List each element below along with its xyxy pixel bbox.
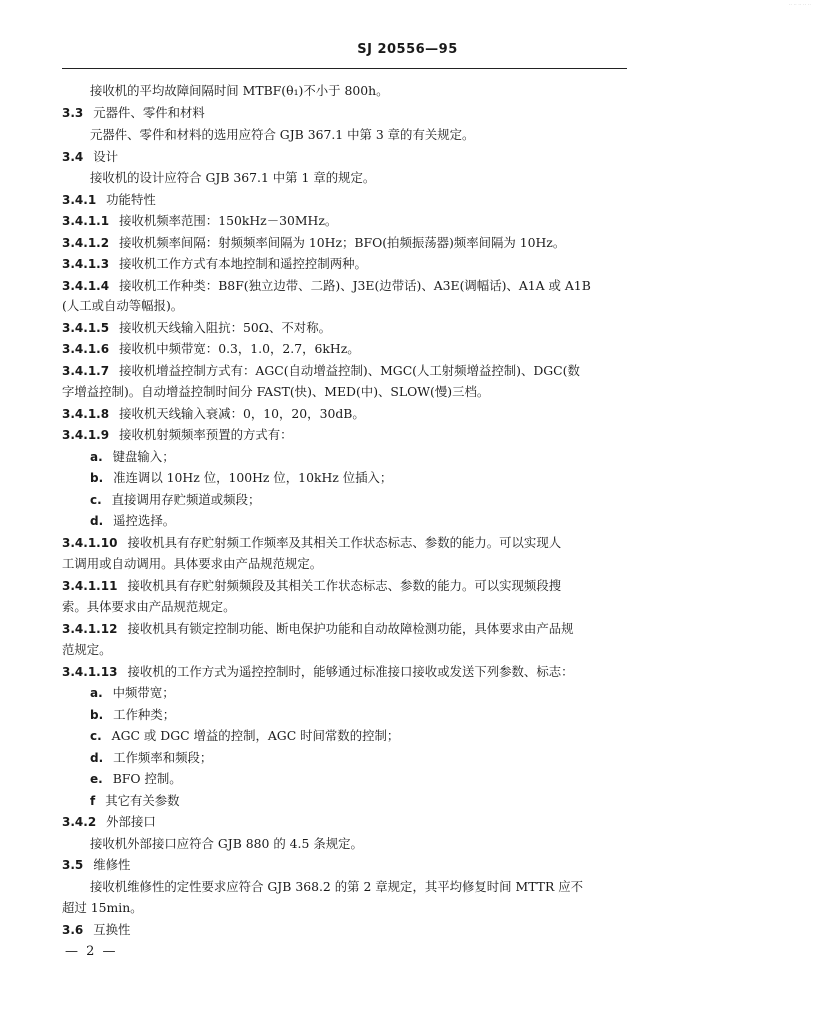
section-heading: 3.4.2 外部接口 <box>62 814 156 829</box>
section-heading: 3.4 设计 <box>62 149 119 164</box>
list-item: a. 中频带宽； <box>90 685 175 700</box>
clause-continuation: 字增益控制)。自动增益控制时间分 FAST(快)、MED(中)、SLOW(慢)三档。 <box>62 384 490 399</box>
clause-continuation: 工调用或自动调用。具体要求由产品规范规定。 <box>62 556 323 571</box>
clause: 3.4.1.11 接收机具有存贮射频频段及其相关工作状态标志、参数的能力。可以实现频段搜 <box>62 578 562 593</box>
list-item: d. 遥控选择。 <box>90 513 176 528</box>
list-item: b. 准连调以 10Hz 位，100Hz 位，10kHz 位插入； <box>90 470 393 485</box>
clause-continuation: 范规定。 <box>62 642 112 657</box>
clause: 3.4.1.13 接收机的工作方式为遥控控制时，能够通过标准接口接收或发送下列参数、标志： <box>62 664 574 679</box>
clause: 3.4.1.1 接收机频率范围：150kHz－30MHz。 <box>62 213 338 228</box>
clause: 3.4.1.7 接收机增益控制方式有：AGC(自动增益控制)、MGC(人工射频增益控制)、DGC(数 <box>62 363 580 378</box>
clause: 3.4.1.5 接收机天线输入阻抗：50Ω、不对称。 <box>62 320 331 335</box>
clause: 3.4.1.8 接收机天线输入衰减：0，10，20，30dB。 <box>62 406 365 421</box>
list-item: f 其它有关参数 <box>90 793 180 808</box>
header-rule <box>62 68 627 69</box>
section-heading: 3.4.1 功能特性 <box>62 192 156 207</box>
list-item: c. 直接调用存贮频道或频段； <box>90 492 261 507</box>
paragraph: 接收机外部接口应符合 GJB 880 的 4.5 条规定。 <box>90 836 363 851</box>
clause: 3.4.1.9 接收机射频频率预置的方式有： <box>62 427 293 442</box>
clause-continuation: 索。具体要求由产品规范规定。 <box>62 599 236 614</box>
paragraph: 接收机的平均故障间隔时间 MTBF(θ₁)不小于 800h。 <box>90 83 389 98</box>
clause: 3.4.1.10 接收机具有存贮射频工作频率及其相关工作状态标志、参数的能力。可以实现人 <box>62 535 562 550</box>
clause: 3.4.1.12 接收机具有锁定控制功能、断电保护功能和自动故障检测功能，具体要求由产品规 <box>62 621 574 636</box>
paragraph: 元器件、零件和材料的选用应符合 GJB 367.1 中第 3 章的有关规定。 <box>90 127 475 142</box>
paragraph-continuation: 超过 15min。 <box>62 900 143 915</box>
section-heading: 3.5 维修性 <box>62 857 131 872</box>
clause: 3.4.1.6 接收机中频带宽：0.3，1.0，2.7，6kHz。 <box>62 341 360 356</box>
list-item: e. BFO 控制。 <box>90 771 182 786</box>
page-number: — 2 — <box>65 944 118 959</box>
section-heading: 3.3 元器件、零件和材料 <box>62 105 205 120</box>
document-code: SJ 20556—95 <box>357 42 458 57</box>
paragraph: 接收机的设计应符合 GJB 367.1 中第 1 章的规定。 <box>90 170 376 185</box>
list-item: d. 工作频率和频段； <box>90 750 213 765</box>
clause: 3.4.1.4 接收机工作种类：B8F(独立边带、二路)、J3E(边带话)、A3E(调幅话)、A1A 或 A1B <box>62 278 591 293</box>
paragraph: 接收机维修性的定性要求应符合 GJB 368.2 的第 2 章规定，其平均修复时间 MTTR 应不 <box>90 879 583 894</box>
section-heading: 3.6 互换性 <box>62 922 131 937</box>
list-item: b. 工作种类； <box>90 707 176 722</box>
list-item: c. AGC 或 DGC 增益的控制，AGC 时间常数的控制； <box>90 728 400 743</box>
clause: 3.4.1.2 接收机频率间隔：射频频率间隔为 10Hz；BFO(拍频振荡器)频率间隔为 10Hz。 <box>62 235 566 250</box>
clause-continuation: (人工或自动等幅报)。 <box>62 298 184 313</box>
list-item: a. 键盘输入； <box>90 449 175 464</box>
clause: 3.4.1.3 接收机工作方式有本地控制和遥控控制两种。 <box>62 256 367 271</box>
corner-note: ·· ·· ·· ·· ·· <box>788 2 811 8</box>
